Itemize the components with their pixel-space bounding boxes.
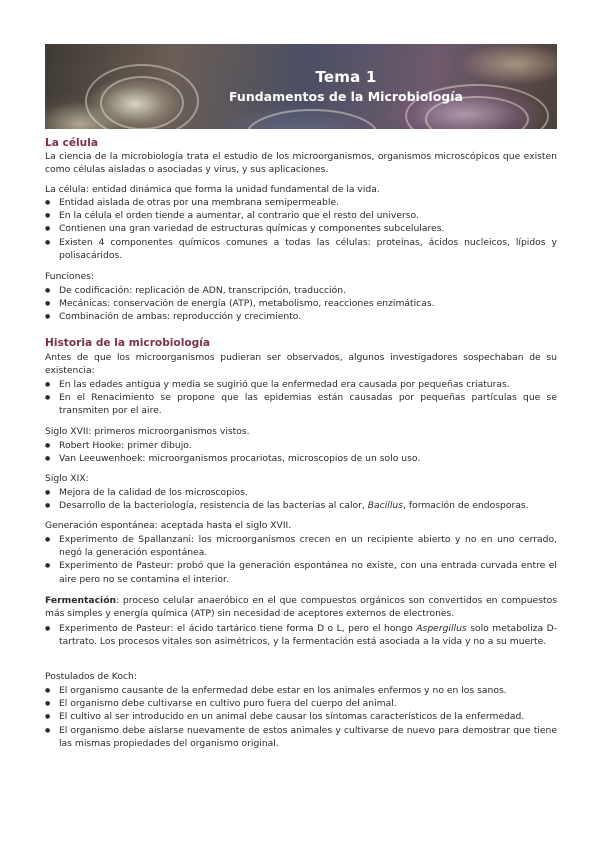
list-item: ● En las edades antigua y media se sugirió que la enfermedad era causada por pequeñas criaturas. (45, 378, 557, 391)
text-segment: : proceso celular anaeróbico en el que compuestos orgánicos son convertidos en compuestos más simples y energía química (ATP) sin necesidad de aceptores externos de electrones. (45, 595, 557, 620)
list-item: ● De codificación: replicación de ADN, transcripción, traducción. (45, 284, 557, 297)
list-item: ● Combinación de ambas: reproducción y crecimiento. (45, 310, 557, 323)
list-siglo-xvii (45, 439, 557, 465)
list-item: ● El organismo causante de la enfermedad debe estar en los animales enfermos y no en los sanos. (45, 684, 557, 697)
text-segment: Experimento de Pasteur: el ácido tartárico tiene forma D o L, pero el hongo (59, 623, 417, 634)
list-item (45, 499, 557, 512)
list-item: ● Existen 4 componentes químicos comunes a todas las células: proteínas, ácidos nucleicos, lípidos y polisacáridos. (45, 236, 557, 262)
page-title: Tema 1 (315, 68, 377, 86)
term-fermentacion: Fermentación (45, 595, 117, 606)
text-segment: solo metaboliza D-tartrato. Los procesos vitales son asimétricos, y la fermentación está asociada a la vida y no a su muerte. (59, 623, 558, 648)
list-celula (45, 196, 557, 262)
text-segment: Desarrollo de la bacteriología, resistencia de las bacterias al calor, (59, 500, 368, 512)
list-item: ● Robert Hooke: primer dibujo. (45, 439, 557, 452)
list-funciones (45, 284, 557, 324)
paragraph-funciones-label: Funciones: (45, 271, 95, 282)
list-item: ● Experimento de Pasteur: probó que la generación espontánea no existe, con una entrada curvada entre el aire pero no se contamina el interior. (45, 559, 557, 585)
list-item: ● El organismo debe cultivarse en cultivo puro fuera del cuerpo del animal. (45, 697, 557, 710)
list-item: ● Entidad aislada de otras por una membrana semipermeable. (45, 196, 557, 209)
list-item: ● Experimento de Spallanzani: los microorganismos crecen en un recipiente abierto y no en uno cerrado, negó la generación espontánea. (45, 533, 557, 559)
list-item: ● El cultivo al ser introducido en un animal debe causar los síntomas característicos de la enfermedad. (45, 710, 557, 723)
page-subtitle: Fundamentos de la Microbiología (229, 89, 463, 104)
list-item: ● En la célula el orden tiende a aumentar, al contrario que el resto del universo. (45, 209, 557, 222)
list-item (45, 622, 557, 648)
document-page (45, 44, 558, 749)
section-heading-historia: Historia de la microbiología (45, 337, 210, 349)
list-fermentacion (45, 622, 557, 648)
list-generacion (45, 533, 557, 586)
paragraph-fermentacion (45, 594, 557, 620)
list-item: ● Mecánicas: conservación de energía (ATP), metabolismo, reacciones enzimáticas. (45, 297, 557, 310)
list-siglo-xix (45, 486, 557, 512)
list-item: ● En el Renacimiento se propone que las epidemias están causadas por pequeñas partículas que se transmiten por el aire. (45, 391, 557, 417)
paragraph-celula-intro: La ciencia de la microbiología trata el estudio de los microorganismos, organismos microscópicos que existen como células aisladas o asociadas y virus, y sus aplicaciones. (45, 151, 557, 176)
list-item: ● Van Leeuwenhoek: microorganismos procariotas, microscopios de un solo uso. (45, 452, 557, 465)
list-koch (45, 684, 557, 750)
list-item: ● El organismo debe aislarse nuevamente de estos animales y cultivarse de nuevo para demostrar que tiene las mismas propiedades del organismo original. (45, 724, 557, 750)
list-item: ● Contienen una gran variedad de estructuras químicas y componentes subcelulares. (45, 222, 557, 235)
species-name: Bacillus (367, 500, 404, 512)
paragraph-generacion: Generación espontánea: aceptada hasta el siglo XVII. (45, 520, 292, 531)
paragraph-historia-intro: Antes de que los microorganismos pudieran ser observados, algunos investigadores sospechaban de su existencia: (45, 352, 557, 377)
list-item: ● Mejora de la calidad de los microscopios. (45, 486, 557, 499)
section-heading-celula: La célula (45, 137, 99, 149)
paragraph-siglo-xvii: Siglo XVII: primeros microorganismos vistos. (45, 426, 250, 437)
species-name: Aspergillus (416, 623, 467, 634)
paragraph-koch-label: Postulados de Koch: (45, 671, 137, 682)
paragraph-celula-def: La célula: entidad dinámica que forma la unidad fundamental de la vida. (45, 184, 380, 195)
text-segment: , formación de endosporas. (403, 500, 529, 512)
list-historia (45, 378, 557, 418)
paragraph-siglo-xix: Siglo XIX: (45, 473, 89, 484)
fungus-decoration (245, 109, 379, 129)
header-banner (45, 44, 557, 129)
